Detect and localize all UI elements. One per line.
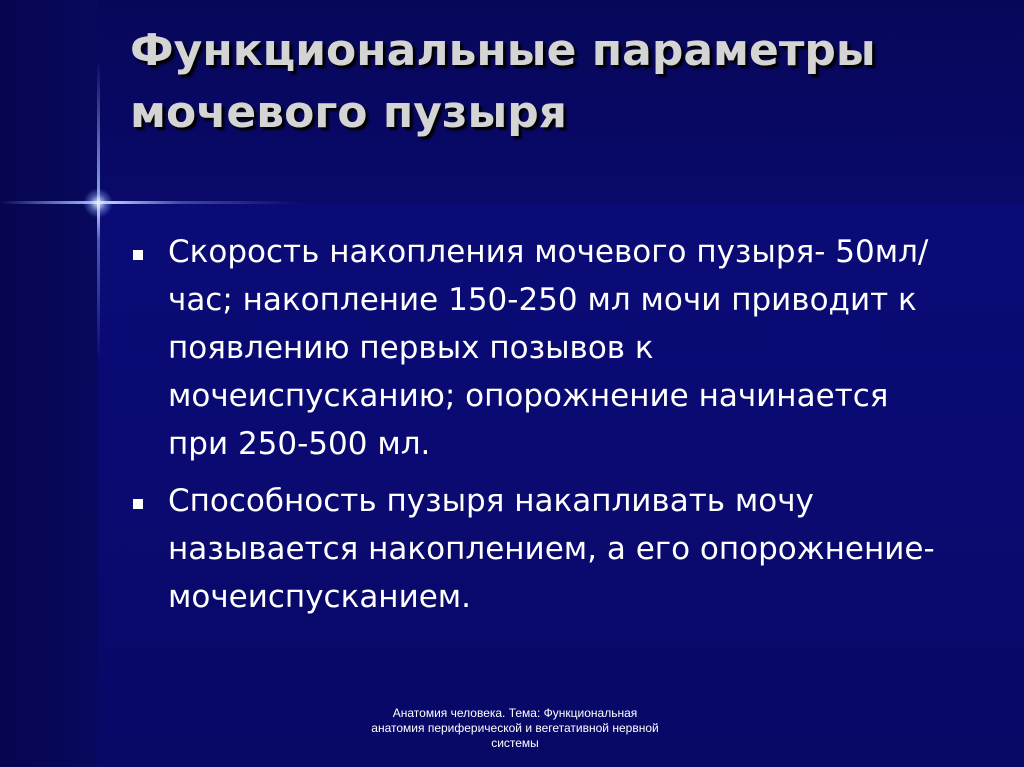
square-bullet-icon bbox=[133, 499, 143, 509]
sparkle-icon bbox=[0, 201, 300, 204]
bullet-item bbox=[128, 228, 948, 468]
bullet-list bbox=[128, 228, 948, 630]
slide-title: Функциональные параметры мочевого пузыря bbox=[130, 25, 876, 138]
bullet-text: Способность пузыря накапливать мочу называется накоплением, а его опорожнение- мочеиспусканием. bbox=[168, 483, 935, 615]
bullet-text: Скорость накопления мочевого пузыря- 50мл/час; накопление 150-250 мл мочи приводит к появлению первых позывов к мочеиспусканию; опорожнение начинается при 250-500 мл. bbox=[168, 234, 929, 462]
slide-footer: Анатомия человека. Тема: Функциональная анатомия периферической и вегетативной нервной системы bbox=[371, 706, 659, 750]
sparkle-glow bbox=[83, 188, 113, 218]
bullet-item bbox=[128, 477, 948, 621]
left-background-band bbox=[0, 0, 98, 767]
square-bullet-icon bbox=[133, 250, 143, 260]
